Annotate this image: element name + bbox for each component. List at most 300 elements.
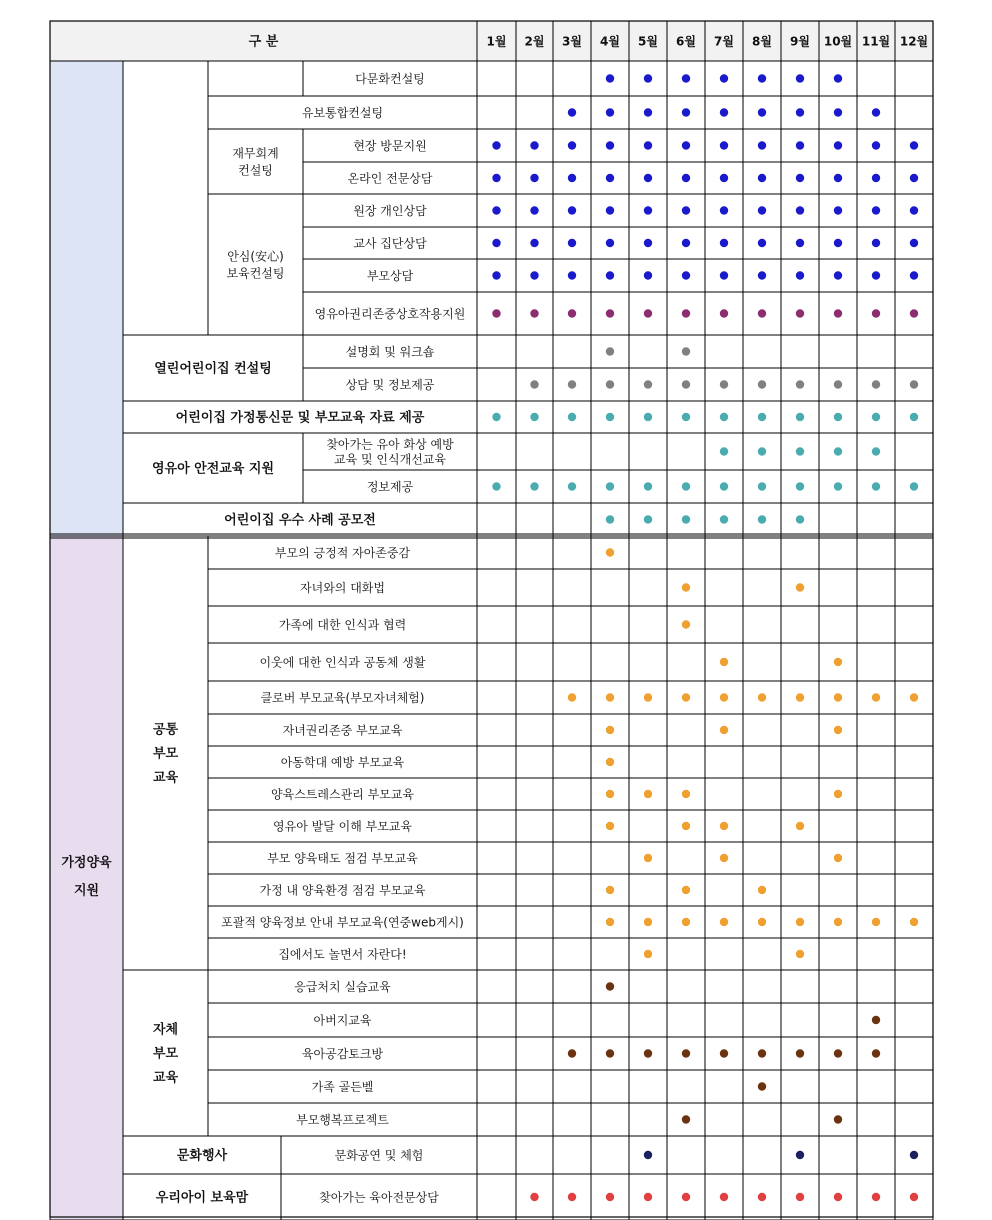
item-row-month-cell xyxy=(629,1003,667,1037)
item-row-month-cell xyxy=(591,569,629,606)
subgroup-label: 안심(安心) 보육컨설팅 xyxy=(226,249,285,281)
item-row-month-cell xyxy=(857,335,895,368)
schedule-dot xyxy=(834,918,842,926)
schedule-dot xyxy=(758,206,766,214)
schedule-dot xyxy=(872,271,880,279)
item-row-month-cell xyxy=(553,1136,591,1174)
item-row-month-cell xyxy=(667,938,705,970)
item-row-month-cell xyxy=(553,842,591,874)
item-label: 가정 내 양육환경 점검 부모교육 xyxy=(259,883,426,898)
schedule-dot xyxy=(720,271,728,279)
item-row-month-cell xyxy=(629,536,667,569)
schedule-dot xyxy=(758,447,766,455)
item-row-month-cell xyxy=(819,970,857,1003)
schedule-dot xyxy=(530,413,538,421)
schedule-dot xyxy=(834,482,842,490)
schedule-dot xyxy=(720,693,728,701)
schedule-dot xyxy=(606,206,614,214)
group-label: 문화행사 xyxy=(176,1148,228,1164)
schedule-dot xyxy=(834,206,842,214)
item-row-month-cell xyxy=(553,778,591,810)
schedule-dot xyxy=(720,380,728,388)
section-label: 가정양육 지원 xyxy=(61,855,112,899)
item-row-month-cell xyxy=(516,874,553,906)
subgroup-label: 재무회계 컨설팅 xyxy=(232,146,279,178)
item-row-month-cell xyxy=(705,778,743,810)
item-row-month-cell xyxy=(895,643,933,681)
item-row-month-cell xyxy=(516,778,553,810)
month-header: 6월 xyxy=(676,34,696,49)
schedule-dot xyxy=(796,693,804,701)
schedule-dot xyxy=(606,982,614,990)
item-row-month-cell xyxy=(895,1070,933,1103)
schedule-dot xyxy=(606,790,614,798)
schedule-dot xyxy=(834,380,842,388)
schedule-dot xyxy=(644,141,652,149)
schedule-dot xyxy=(796,515,804,523)
item-row-month-cell xyxy=(516,606,553,643)
item-label: 가족에 대한 인식과 협력 xyxy=(278,617,407,632)
item-row-month-cell xyxy=(591,433,629,470)
item-row-month-cell xyxy=(516,938,553,970)
item-label: 찾아가는 육아전문상담 xyxy=(319,1190,439,1205)
schedule-dot xyxy=(872,918,880,926)
item-row-month-cell xyxy=(477,810,516,842)
item-row-month-cell xyxy=(857,536,895,569)
item-row-month-cell xyxy=(857,714,895,746)
month-header: 2월 xyxy=(524,34,545,49)
schedule-dot xyxy=(872,239,880,247)
item-row-month-cell xyxy=(895,842,933,874)
item-row-month-cell xyxy=(553,1070,591,1103)
item-row-month-cell xyxy=(895,335,933,368)
group-label: 자체 부모 교육 xyxy=(152,1022,179,1086)
group-label: 열린어린이집 컨설팅 xyxy=(154,361,272,377)
schedule-dot xyxy=(758,1082,766,1090)
schedule-dot xyxy=(568,239,576,247)
item-row-month-cell xyxy=(743,938,781,970)
item-row-month-cell xyxy=(553,61,591,96)
item-row-month-cell xyxy=(477,606,516,643)
item-row-month-cell xyxy=(857,810,895,842)
schedule-dot xyxy=(644,790,652,798)
item-label: 정보제공 xyxy=(366,479,414,494)
item-row-month-cell xyxy=(781,714,819,746)
item-label: 이웃에 대한 인식과 공동체 생활 xyxy=(259,655,426,670)
item-row-month-cell xyxy=(477,714,516,746)
schedule-dot xyxy=(644,693,652,701)
schedule-dot xyxy=(682,886,690,894)
item-row-month-cell xyxy=(629,1103,667,1136)
schedule-dot xyxy=(872,380,880,388)
item-row-month-cell xyxy=(477,778,516,810)
schedule-dot xyxy=(720,413,728,421)
item-row-month-cell xyxy=(857,606,895,643)
schedule-dot xyxy=(758,309,766,317)
item-row-month-cell xyxy=(705,938,743,970)
schedule-dot xyxy=(606,1193,614,1201)
schedule-dot xyxy=(796,1151,804,1159)
schedule-dot xyxy=(758,693,766,701)
schedule-dot xyxy=(644,482,652,490)
schedule-dot xyxy=(644,515,652,523)
item-row-month-cell xyxy=(516,569,553,606)
schedule-dot xyxy=(568,482,576,490)
schedule-dot xyxy=(644,108,652,116)
item-row-month-cell xyxy=(857,778,895,810)
item-row-month-cell xyxy=(781,746,819,778)
item-label: 집에서도 놀면서 자란다! xyxy=(278,947,407,962)
schedule-dot xyxy=(492,413,500,421)
item-row-month-cell xyxy=(705,606,743,643)
item-row-month-cell xyxy=(553,643,591,681)
group-label: 우리아이 보육맘 xyxy=(155,1190,249,1206)
schedule-dot xyxy=(758,886,766,894)
schedule-dot xyxy=(834,108,842,116)
item-label: 응급처치 실습교육 xyxy=(294,979,391,994)
schedule-dot xyxy=(644,174,652,182)
item-row-month-cell xyxy=(516,96,553,129)
item-row-month-cell xyxy=(553,433,591,470)
schedule-dot xyxy=(910,1193,918,1201)
item-row-month-cell xyxy=(895,778,933,810)
item-row-month-cell xyxy=(705,970,743,1003)
schedule-dot xyxy=(682,413,690,421)
item-row-month-cell xyxy=(705,874,743,906)
schedule-dot xyxy=(492,174,500,182)
item-row-month-cell xyxy=(857,1136,895,1174)
item-row-month-cell xyxy=(705,1003,743,1037)
item-label: 육아공감토크방 xyxy=(301,1046,384,1061)
item-row-month-cell xyxy=(705,536,743,569)
schedule-dot xyxy=(758,74,766,82)
schedule-dot xyxy=(606,347,614,355)
schedule-dot xyxy=(720,108,728,116)
item-row-month-cell xyxy=(895,1003,933,1037)
schedule-dot xyxy=(796,380,804,388)
item-row-month-cell xyxy=(516,842,553,874)
month-header: 8월 xyxy=(752,34,772,49)
schedule-dot xyxy=(720,854,728,862)
schedule-dot xyxy=(492,309,500,317)
schedule-dot xyxy=(910,206,918,214)
item-row-month-cell xyxy=(516,433,553,470)
item-label: 설명회 및 워크숍 xyxy=(345,344,435,359)
schedule-dot xyxy=(758,413,766,421)
schedule-dot xyxy=(606,380,614,388)
schedule-dot xyxy=(644,854,652,862)
schedule-dot xyxy=(644,74,652,82)
schedule-dot xyxy=(872,413,880,421)
item-row-month-cell xyxy=(743,606,781,643)
item-row-month-cell xyxy=(857,938,895,970)
schedule-dot xyxy=(568,413,576,421)
month-header: 11월 xyxy=(861,34,891,49)
item-row-month-cell xyxy=(819,1003,857,1037)
schedule-dot xyxy=(796,447,804,455)
schedule-dot xyxy=(530,141,538,149)
item-row-month-cell xyxy=(591,606,629,643)
item-label: 교사 집단상담 xyxy=(353,236,427,251)
item-row-month-cell xyxy=(553,1003,591,1037)
item-row-month-cell xyxy=(895,503,933,536)
schedule-dot xyxy=(720,447,728,455)
schedule-dot xyxy=(872,1049,880,1057)
item-row-month-cell xyxy=(895,96,933,129)
schedule-dot xyxy=(720,174,728,182)
item-row-month-cell xyxy=(819,569,857,606)
item-row-month-cell xyxy=(516,1070,553,1103)
schedule-dot xyxy=(530,482,538,490)
item-row-month-cell xyxy=(743,810,781,842)
schedule-dot xyxy=(872,1193,880,1201)
item-label: 자녀권리존중 부모교육 xyxy=(282,723,403,738)
schedule-dot xyxy=(568,309,576,317)
schedule-dot xyxy=(644,918,652,926)
schedule-dot xyxy=(530,1193,538,1201)
schedule-dot xyxy=(872,482,880,490)
item-row-month-cell xyxy=(477,1103,516,1136)
schedule-dot xyxy=(682,918,690,926)
month-header: 9월 xyxy=(790,34,810,49)
item-row-month-cell xyxy=(895,970,933,1003)
schedule-dot xyxy=(758,108,766,116)
schedule-dot xyxy=(682,482,690,490)
item-row-month-cell xyxy=(477,874,516,906)
schedule-dot xyxy=(796,309,804,317)
item-row-month-cell xyxy=(477,1003,516,1037)
schedule-dot xyxy=(606,74,614,82)
item-label: 포괄적 양육정보 안내 부모교육(연중web게시) xyxy=(221,915,464,930)
schedule-dot xyxy=(720,658,728,666)
schedule-dot xyxy=(682,239,690,247)
schedule-dot xyxy=(834,271,842,279)
schedule-dot xyxy=(682,515,690,523)
schedule-dot xyxy=(910,1151,918,1159)
schedule-dot xyxy=(796,482,804,490)
item-row-month-cell xyxy=(553,335,591,368)
item-row-month-cell xyxy=(781,970,819,1003)
schedule-dot xyxy=(758,1193,766,1201)
item-row-month-cell xyxy=(743,714,781,746)
schedule-dot xyxy=(530,309,538,317)
item-row-month-cell xyxy=(591,1103,629,1136)
item-row-month-cell xyxy=(667,643,705,681)
item-label: 아동학대 예방 부모교육 xyxy=(280,755,405,770)
schedule-dot xyxy=(644,1151,652,1159)
item-row-month-cell xyxy=(781,536,819,569)
item-row-month-cell xyxy=(705,746,743,778)
schedule-dot xyxy=(682,1115,690,1123)
schedule-dot xyxy=(910,693,918,701)
item-row-month-cell xyxy=(477,1136,516,1174)
item-row-month-cell xyxy=(895,569,933,606)
item-row-month-cell xyxy=(743,1003,781,1037)
schedule-dot xyxy=(720,822,728,830)
item-row-month-cell xyxy=(591,1070,629,1103)
item-label: 문화공연 및 체험 xyxy=(334,1148,424,1163)
schedule-dot xyxy=(720,141,728,149)
item-row-month-cell xyxy=(743,1103,781,1136)
item-row-month-cell xyxy=(819,746,857,778)
group-label: 어린이집 우수 사례 공모전 xyxy=(224,513,376,529)
item-row-month-cell xyxy=(857,569,895,606)
item-label: 원장 개인상담 xyxy=(353,203,427,218)
item-row-month-cell xyxy=(477,746,516,778)
item-row-month-cell xyxy=(857,842,895,874)
schedule-dot xyxy=(834,413,842,421)
schedule-dot xyxy=(796,583,804,591)
schedule-dot xyxy=(568,206,576,214)
schedule-dot xyxy=(834,726,842,734)
item-label: 부모행복프로젝트 xyxy=(296,1112,389,1127)
item-row-month-cell xyxy=(781,335,819,368)
item-row-month-cell xyxy=(516,906,553,938)
schedule-dot xyxy=(720,726,728,734)
schedule-dot xyxy=(834,239,842,247)
schedule-dot xyxy=(834,74,842,82)
item-row-month-cell xyxy=(667,714,705,746)
schedule-dot xyxy=(910,413,918,421)
item-row-month-cell xyxy=(857,643,895,681)
schedule-dot xyxy=(606,413,614,421)
section-2-label-cell xyxy=(50,536,123,1220)
schedule-dot xyxy=(758,174,766,182)
item-row-month-cell xyxy=(857,1070,895,1103)
schedule-dot xyxy=(834,309,842,317)
schedule-dot xyxy=(910,271,918,279)
item-row-month-cell xyxy=(516,643,553,681)
schedule-dot xyxy=(910,918,918,926)
schedule-dot xyxy=(758,918,766,926)
schedule-dot xyxy=(720,74,728,82)
item-row-month-cell xyxy=(857,746,895,778)
item-row-month-cell xyxy=(477,842,516,874)
schedule-dot xyxy=(872,309,880,317)
schedule-dot xyxy=(758,271,766,279)
schedule-dot xyxy=(910,380,918,388)
item-label: 온라인 전문상담 xyxy=(347,171,433,186)
month-header: 7월 xyxy=(714,34,734,49)
group-label: 공통 부모 교육 xyxy=(152,722,179,786)
schedule-dot xyxy=(682,174,690,182)
item-row-month-cell xyxy=(553,606,591,643)
item-row-month-cell xyxy=(895,746,933,778)
schedule-dot xyxy=(758,380,766,388)
item-row-month-cell xyxy=(553,970,591,1003)
month-header: 10월 xyxy=(823,34,853,49)
item-row-month-cell xyxy=(516,970,553,1003)
item-row-month-cell xyxy=(516,681,553,714)
schedule-dot xyxy=(758,141,766,149)
month-header: 12월 xyxy=(899,34,929,49)
item-row-month-cell xyxy=(553,1103,591,1136)
item-row-month-cell xyxy=(819,874,857,906)
schedule-dot xyxy=(492,482,500,490)
item-row-month-cell xyxy=(553,938,591,970)
schedule-dot xyxy=(872,206,880,214)
consulting-group-cell xyxy=(123,61,208,335)
item-row-month-cell xyxy=(477,681,516,714)
item-row-month-cell xyxy=(516,1003,553,1037)
item-row-month-cell xyxy=(743,643,781,681)
month-header: 3월 xyxy=(562,34,582,49)
schedule-dot xyxy=(872,1016,880,1024)
item-row-month-cell xyxy=(781,643,819,681)
item-label: 클로버 부모교육(부모자녀체험) xyxy=(260,690,425,705)
schedule-dot xyxy=(834,1115,842,1123)
item-row-month-cell xyxy=(477,61,516,96)
schedule-dot xyxy=(834,790,842,798)
item-row-month-cell xyxy=(477,970,516,1003)
item-row-month-cell xyxy=(819,810,857,842)
item-row-month-cell xyxy=(629,569,667,606)
schedule-dot xyxy=(492,206,500,214)
schedule-dot xyxy=(568,380,576,388)
schedule-dot xyxy=(530,239,538,247)
schedule-dot xyxy=(606,482,614,490)
subgroup-blank-cell xyxy=(208,61,303,96)
item-row-month-cell xyxy=(477,503,516,536)
schedule-dot xyxy=(682,141,690,149)
item-label: 부모의 긍정적 자아존중감 xyxy=(274,545,411,560)
schedule-dot xyxy=(530,380,538,388)
item-row-month-cell xyxy=(819,503,857,536)
schedule-dot xyxy=(796,174,804,182)
item-row-month-cell xyxy=(743,335,781,368)
item-row-month-cell xyxy=(629,714,667,746)
item-row-month-cell xyxy=(743,778,781,810)
schedule-dot xyxy=(758,482,766,490)
subgroup-label-cell xyxy=(208,129,303,194)
item-row-month-cell xyxy=(819,938,857,970)
schedule-dot xyxy=(796,1049,804,1057)
schedule-dot xyxy=(606,758,614,766)
schedule-dot xyxy=(682,380,690,388)
schedule-dot xyxy=(682,108,690,116)
schedule-dot xyxy=(606,174,614,182)
schedule-dot xyxy=(644,380,652,388)
item-row-month-cell xyxy=(477,1070,516,1103)
item-row-month-cell xyxy=(819,1136,857,1174)
schedule-dot xyxy=(644,309,652,317)
schedule-dot xyxy=(492,239,500,247)
schedule-dot xyxy=(758,515,766,523)
schedule-dot xyxy=(682,1049,690,1057)
item-row-month-cell xyxy=(781,606,819,643)
item-row-month-cell xyxy=(667,1003,705,1037)
item-row-month-cell xyxy=(553,874,591,906)
item-row-month-cell xyxy=(857,503,895,536)
schedule-dot xyxy=(682,74,690,82)
schedule-dot xyxy=(796,271,804,279)
schedule-dot xyxy=(644,239,652,247)
section-1-label-cell xyxy=(50,61,123,536)
item-row-month-cell xyxy=(895,536,933,569)
item-row-month-cell xyxy=(477,569,516,606)
schedule-dot xyxy=(796,950,804,958)
schedule-dot xyxy=(568,271,576,279)
item-row-month-cell xyxy=(667,1070,705,1103)
item-row-month-cell xyxy=(857,874,895,906)
item-row-month-cell xyxy=(781,778,819,810)
schedule-dot xyxy=(606,822,614,830)
item-row-month-cell xyxy=(781,1003,819,1037)
item-label: 유보통합컨설팅 xyxy=(301,105,384,120)
subgroup-label-cell xyxy=(208,194,303,335)
schedule-dot xyxy=(910,239,918,247)
item-row-month-cell xyxy=(895,606,933,643)
